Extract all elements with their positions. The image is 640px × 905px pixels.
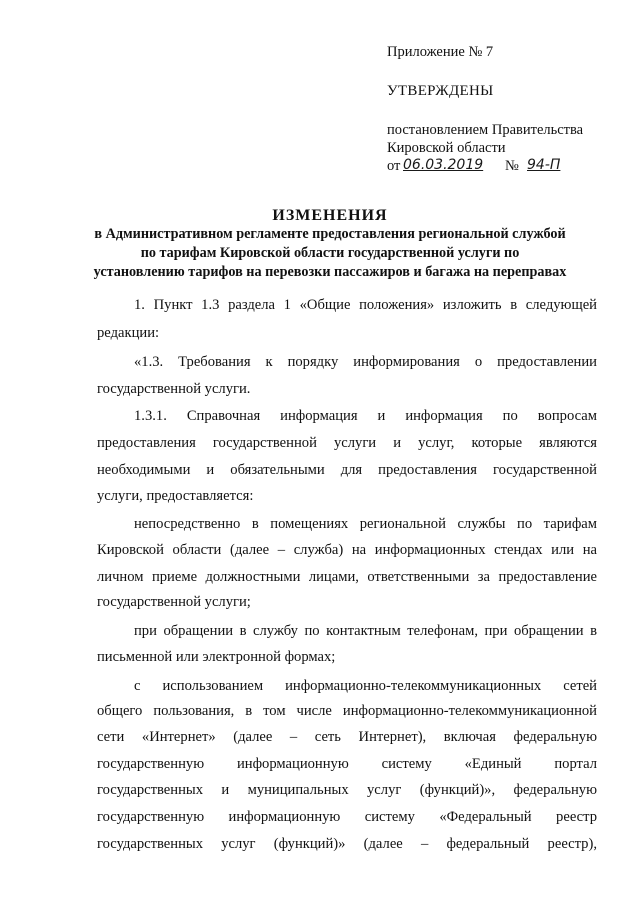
document-subtitle-line-2: по тарифам Кировской области государственной услуги по	[140, 245, 520, 261]
body-line: государственной услуги;	[97, 594, 251, 610]
body-line: сети «Интернет» (далее – сеть Интернет), включая федеральную	[97, 729, 597, 745]
appendix-number: Приложение № 7	[387, 44, 494, 60]
body-line: письменной или электронной формах;	[97, 649, 336, 665]
body-line: государственной услуги.	[97, 381, 251, 397]
body-line: непосредственно в помещениях региональной службы по тарифам	[134, 516, 597, 532]
body-line: предоставления государственной услуги и услуг, которые являются	[97, 435, 597, 451]
body-line: с использованием информационно-телекоммуникационных сетей	[134, 678, 597, 694]
resolution-date-number	[387, 157, 561, 175]
handwritten-date: 06.03.2019	[403, 157, 484, 173]
body-line: государственных услуг (функций)» (далее – федеральный реестр),	[97, 836, 597, 852]
handwritten-number: 94-П	[527, 157, 561, 173]
approved-label: УТВЕРЖДЕНЫ	[387, 83, 494, 99]
body-line: «1.3. Требования к порядку информирования о предоставлении	[134, 354, 597, 370]
body-line: Кировской области (далее – служба) на информационных стендах или на	[97, 542, 597, 558]
document-title: ИЗМЕНЕНИЯ	[272, 207, 388, 224]
body-line: услуги, предоставляется:	[97, 488, 254, 504]
body-line: государственных и муниципальных услуг (функций)», федеральную	[97, 782, 597, 798]
body-line: необходимыми и обязательными для предоставления государственной	[97, 462, 597, 478]
body-line: 1. Пункт 1.3 раздела 1 «Общие положения» изложить в следующей	[134, 297, 597, 313]
from-label: от	[387, 158, 401, 174]
resolution-line-2: Кировской области	[387, 140, 506, 156]
document-subtitle-line-1: в Административном регламенте предоставления региональной службой	[94, 226, 566, 242]
body-line: 1.3.1. Справочная информация и информация по вопросам	[134, 408, 597, 424]
resolution-line-1: постановлением Правительства	[387, 122, 584, 138]
number-label: №	[505, 158, 519, 174]
body-line: общего пользования, в том числе информационно-телекоммуникационной	[97, 703, 597, 719]
body-line: государственную информационную систему «Федеральный реестр	[97, 809, 597, 825]
body-line: государственную информационную систему «Единый портал	[97, 756, 597, 772]
body-line: при обращении в службу по контактным телефонам, при обращении в	[134, 623, 597, 639]
document-subtitle-line-3: установлению тарифов на перевозки пассажиров и багажа на переправах	[93, 264, 567, 280]
body-line: личном приеме должностными лицами, ответственными за предоставление	[97, 569, 597, 585]
body-line: редакции:	[97, 325, 160, 341]
